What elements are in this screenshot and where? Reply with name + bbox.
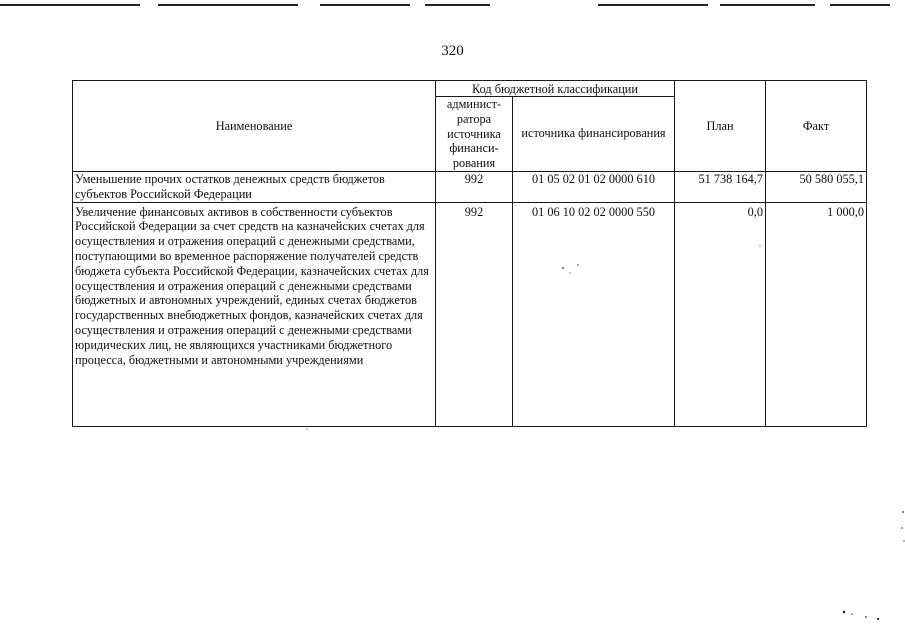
cell-source-code: 01 06 10 02 02 0000 550 <box>513 202 675 426</box>
cell-administrator: 992 <box>436 171 513 202</box>
cell-source-code: 01 05 02 01 02 0000 610 <box>513 171 675 202</box>
header-administrator: админист-ратора источника финанси-рования <box>436 97 513 172</box>
page-number: 320 <box>441 43 464 59</box>
header-source: источника финансирования <box>513 97 675 172</box>
cell-name: Увеличение финансовых активов в собственности субъектов Российской Федерации за счет средств на казначейских счетах для осуществления и отражения операций с денежными средствами, поступающими во временное распоряжение получателей средств бюджета субъекта Российской Федерации, казначейских счетах для осуществления и отражения операций с денежными средствами бюджетных и автономных учреждений, единых счетах бюджетов государственных внебюджетных фондов, казначейских счетах для осуществления и отражения операций с денежными средствами юридических лиц, не являющихся участниками бюджетного процесса, бюджетными и автономными учреждениями <box>73 202 436 426</box>
header-name: Наименование <box>73 81 436 172</box>
cell-administrator: 992 <box>436 202 513 426</box>
cell-name: Уменьшение прочих остатков денежных средств бюджетов субъектов Российской Федерации <box>73 171 436 202</box>
header-plan: План <box>675 81 766 172</box>
cell-plan: 51 738 164,7 <box>675 171 766 202</box>
header-fact: Факт <box>766 81 867 172</box>
cell-plan: 0,0 <box>675 202 766 426</box>
header-classification-group: Код бюджетной классификации <box>436 81 675 97</box>
cell-fact: 1 000,0 <box>766 202 867 426</box>
cell-fact: 50 580 055,1 <box>766 171 867 202</box>
